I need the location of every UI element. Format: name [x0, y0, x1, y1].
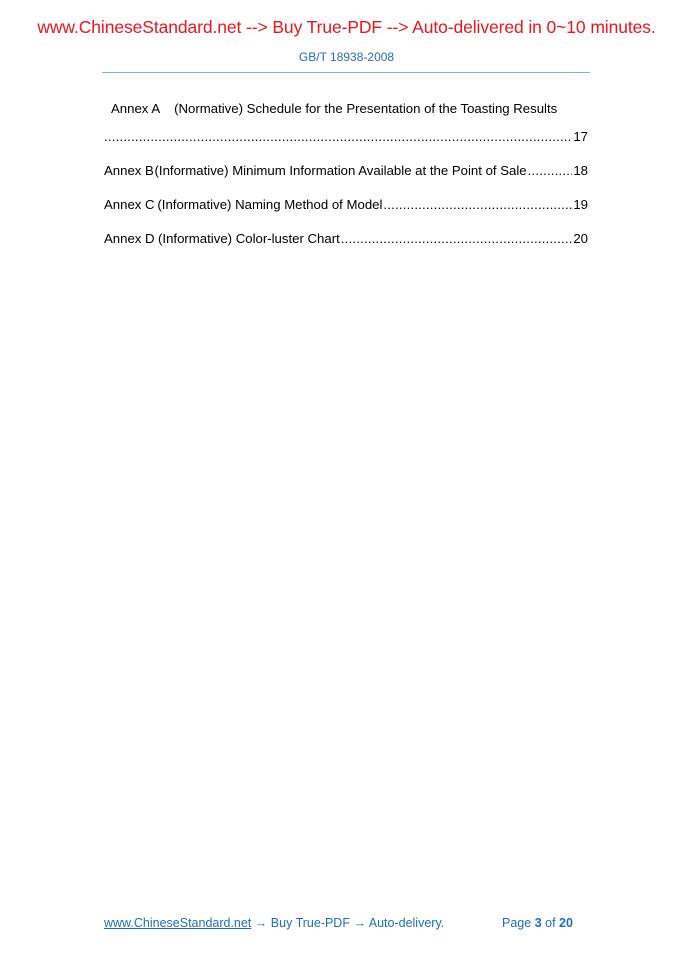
- toc-entry-page: 18: [573, 163, 588, 178]
- toc-entry-title: (Informative) Naming Method of Model: [157, 197, 383, 212]
- arrow-right-icon: →: [353, 916, 366, 930]
- page-word: Page: [502, 916, 532, 930]
- toc-entry-label: Annex A: [111, 101, 161, 116]
- toc-entry-label: Annex D: [104, 231, 155, 246]
- page-current: 3: [534, 916, 542, 930]
- toc-entry-label: Annex C: [104, 197, 155, 212]
- toc-entry-page: 17: [573, 129, 588, 144]
- toc-entry-annex-c[interactable]: [104, 197, 588, 212]
- toc-entry-title: (Informative) Color-luster Chart: [158, 231, 340, 246]
- toc-entry-title: (Normative) Schedule for the Presentation of the Toasting Results: [174, 101, 558, 116]
- page-of: of: [545, 916, 556, 930]
- toc-entry-page: 19: [573, 197, 588, 212]
- footer-buy-text: Buy True-PDF: [270, 916, 350, 930]
- footer-links: [104, 916, 444, 930]
- toc-dot-leader: [104, 129, 572, 144]
- page-total: 20: [559, 916, 573, 930]
- top-banner[interactable]: www.ChineseStandard.net --> Buy True-PDF --> Auto-delivered in 0~10 minutes.: [37, 17, 656, 37]
- toc-entry-annex-b[interactable]: [104, 163, 588, 178]
- toc-entry-annex-a-leader[interactable]: [104, 129, 588, 144]
- toc-dot-leader: [383, 197, 572, 212]
- header-divider: [102, 72, 590, 73]
- toc-entry-page: 20: [573, 231, 588, 246]
- page-indicator: [502, 916, 573, 930]
- toc-entry-label: Annex B: [104, 163, 154, 178]
- toc-entry-annex-d[interactable]: [104, 231, 588, 246]
- footer-delivery-text: Auto-delivery.: [368, 916, 445, 930]
- footer-site-link[interactable]: www.ChineseStandard.net: [104, 916, 252, 930]
- standard-code: GB/T 18938-2008: [298, 50, 395, 64]
- toc-dot-leader: [528, 163, 573, 178]
- arrow-right-icon: →: [254, 916, 268, 930]
- toc-entry-annex-a[interactable]: [111, 101, 557, 116]
- toc-entry-title: (Informative) Minimum Information Available at the Point of Sale: [154, 163, 527, 178]
- toc-dot-leader: [341, 231, 573, 246]
